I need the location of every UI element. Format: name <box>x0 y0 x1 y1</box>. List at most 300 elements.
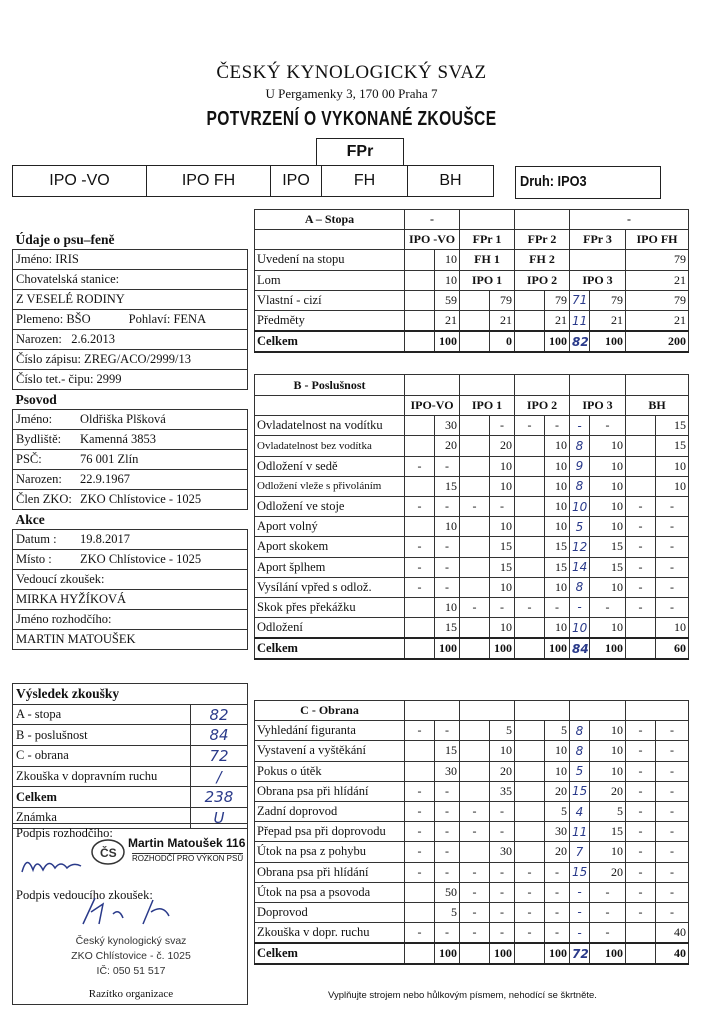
score-cell: - <box>460 923 490 944</box>
score-cell: 15 <box>570 781 590 801</box>
score-cell: - <box>656 537 689 557</box>
score-cell: 15 <box>590 822 626 842</box>
score-row <box>255 781 689 801</box>
score-row-label: Obrana psa při hlídání <box>255 781 405 801</box>
score-row <box>255 721 689 741</box>
score-cell <box>405 476 435 496</box>
exam-type-ipo-vo: IPO -VO <box>13 166 147 197</box>
score-cell <box>515 577 545 597</box>
score-cell: 9 <box>570 456 590 476</box>
score-row-label: Vystavení a vyštěkání <box>255 741 405 761</box>
score-cell: 15 <box>435 476 460 496</box>
score-cell: - <box>545 862 570 882</box>
stopa-table: A – Stopa - - IPO -VO FPr 1 FPr 2 FPr 3 IPO FH Uvedení na stopu 10 FH 1 FH 2 79 Lom 10 IPO 1 IPO 2 IPO 3 21 Vlastní - cizí 59 79 79 71 79 79 Předměty 21 21 21 11 21 21 Celkem 100 0 100 82 100 200 <box>254 209 689 353</box>
score-cell: 5 <box>570 517 590 537</box>
org-address: U Pergamenky 3, 170 00 Praha 7 <box>265 86 438 101</box>
score-cell: - <box>405 801 435 821</box>
score-cell: 5 <box>545 801 570 821</box>
signature-box <box>12 823 248 1005</box>
score-cell <box>405 618 435 639</box>
score-row <box>255 923 689 944</box>
score-cell: 8 <box>570 436 590 456</box>
score-row-label: Skok přes překážku <box>255 597 405 617</box>
obrana-table <box>254 700 689 965</box>
score-row <box>255 618 689 639</box>
score-row-label: Odložení ve stoje <box>255 496 405 516</box>
score-cell <box>405 416 435 436</box>
score-cell: - <box>590 597 626 617</box>
score-cell: - <box>656 741 689 761</box>
score-cell <box>405 741 435 761</box>
exam-kind: Druh: IPO3 <box>515 166 661 199</box>
score-cell: - <box>656 862 689 882</box>
score-cell: 10 <box>590 436 626 456</box>
score-cell: 10 <box>545 761 570 781</box>
score-cell: 5 <box>490 721 515 741</box>
score-cell: 10 <box>545 577 570 597</box>
score-cell: - <box>435 801 460 821</box>
score-row-label: Pokus o útěk <box>255 761 405 781</box>
score-cell: - <box>460 801 490 821</box>
score-cell: 100 <box>490 943 515 964</box>
handler-psc: PSČ: 76 001 Zlín <box>13 450 248 470</box>
score-cell: - <box>515 923 545 944</box>
score-cell <box>460 476 490 496</box>
score-row-label: Přepad psa při doprovodu <box>255 822 405 842</box>
score-cell: 10 <box>590 761 626 781</box>
score-cell <box>515 456 545 476</box>
score-cell: 50 <box>435 882 460 902</box>
score-cell <box>626 638 656 659</box>
score-cell: - <box>626 781 656 801</box>
leader-signature-icon <box>73 894 183 930</box>
score-cell: - <box>405 557 435 577</box>
score-cell: - <box>656 496 689 516</box>
score-cell: - <box>435 822 460 842</box>
score-cell: 10 <box>590 476 626 496</box>
score-cell: - <box>490 902 515 922</box>
score-cell <box>460 577 490 597</box>
result-label: Známka <box>13 808 191 829</box>
obrana-title: C - Obrana <box>255 701 405 721</box>
score-cell: - <box>570 923 590 944</box>
score-cell <box>515 781 545 801</box>
score-cell: - <box>626 882 656 902</box>
score-row <box>255 902 689 922</box>
score-cell: - <box>656 882 689 902</box>
score-cell <box>515 842 545 862</box>
score-cell: 10 <box>545 476 570 496</box>
score-cell: - <box>590 923 626 944</box>
event-judge-label: Jméno rozhodčího: <box>13 610 248 630</box>
org-stamp-label: Razítko organizace <box>88 988 174 1000</box>
result-label: C - obrana <box>13 746 191 767</box>
score-cell: 20 <box>545 842 570 862</box>
score-cell: 10 <box>590 577 626 597</box>
score-cell: 10 <box>656 476 689 496</box>
stamp-sub: ROZHODČÍ PRO VÝKON PSŮ <box>132 854 244 863</box>
score-cell: - <box>460 597 490 617</box>
handler-club: Člen ZKO: ZKO Chlístovice - 1025 <box>13 490 248 510</box>
score-cell <box>460 436 490 456</box>
handler-addr: Bydliště: Kamenná 3853 <box>13 430 248 450</box>
score-cell: - <box>490 923 515 944</box>
score-cell <box>460 618 490 639</box>
score-cell <box>515 537 545 557</box>
score-cell: 10 <box>490 577 515 597</box>
score-cell: 20 <box>590 862 626 882</box>
score-cell: 100 <box>545 943 570 964</box>
handler-born: Narozen: 22.9.1967 <box>13 470 248 490</box>
score-cell: - <box>515 416 545 436</box>
score-cell <box>626 456 656 476</box>
score-row <box>255 638 689 659</box>
handler-section: Psovod <box>15 391 57 407</box>
score-cell: - <box>626 597 656 617</box>
score-cell: - <box>656 721 689 741</box>
score-cell: - <box>490 822 515 842</box>
score-cell: 14 <box>570 557 590 577</box>
score-cell <box>626 923 656 944</box>
event-leader: MIRKA HYŽÍKOVÁ <box>13 590 248 610</box>
score-cell: 40 <box>656 943 689 964</box>
leader-signature-label: Podpis vedoucího zkoušek: <box>16 888 153 902</box>
score-row <box>255 943 689 964</box>
score-cell: - <box>460 862 490 882</box>
score-row-label: Aport skokem <box>255 537 405 557</box>
score-cell: - <box>570 597 590 617</box>
score-row <box>255 862 689 882</box>
score-cell: 10 <box>590 721 626 741</box>
score-cell: 100 <box>435 943 460 964</box>
score-cell: - <box>590 416 626 436</box>
score-cell: - <box>490 496 515 516</box>
score-row-label: Ovladatelnost na vodítku <box>255 416 405 436</box>
score-cell <box>515 801 545 821</box>
score-cell <box>626 943 656 964</box>
score-cell: - <box>626 862 656 882</box>
score-cell: - <box>626 822 656 842</box>
score-cell: - <box>626 721 656 741</box>
result-label: B - poslušnost <box>13 725 191 746</box>
score-cell: - <box>460 882 490 902</box>
result-label: A - stopa <box>13 704 191 725</box>
score-cell: 10 <box>545 517 570 537</box>
score-cell <box>460 842 490 862</box>
judge-signature-icon <box>17 850 87 880</box>
score-cell: 20 <box>490 761 515 781</box>
score-cell: 5 <box>435 902 460 922</box>
exam-type-ipo-fh: IPO FH <box>147 166 271 197</box>
score-cell: - <box>405 537 435 557</box>
score-row <box>255 557 689 577</box>
dog-born: Narozen: 2.6.2013 <box>13 330 248 350</box>
score-cell: 10 <box>435 597 460 617</box>
score-row <box>255 537 689 557</box>
score-cell: - <box>490 416 515 436</box>
score-cell: - <box>656 842 689 862</box>
score-cell <box>405 902 435 922</box>
score-cell: 7 <box>570 842 590 862</box>
dog-chip: Číslo tet.- čipu: 2999 <box>13 370 248 390</box>
score-cell: 100 <box>545 638 570 659</box>
score-cell: 8 <box>570 476 590 496</box>
score-cell: 10 <box>490 741 515 761</box>
event-date: Datum : 19.8.2017 <box>13 530 248 550</box>
score-row <box>255 517 689 537</box>
score-cell <box>460 456 490 476</box>
score-cell: 20 <box>435 436 460 456</box>
stamp-name: Martin Matoušek 116 <box>128 836 246 850</box>
score-cell: 20 <box>490 436 515 456</box>
score-cell <box>460 638 490 659</box>
result-value: U <box>191 808 248 829</box>
score-cell: 10 <box>545 741 570 761</box>
score-cell <box>515 761 545 781</box>
score-cell: 15 <box>490 557 515 577</box>
event-leader-label: Vedoucí zkoušek: <box>13 570 248 590</box>
score-cell: 5 <box>590 801 626 821</box>
score-cell: 30 <box>545 822 570 842</box>
score-cell: 72 <box>570 943 590 964</box>
score-cell: - <box>405 721 435 741</box>
result-label: Zkouška v dopravním ruchu <box>13 766 191 787</box>
score-cell: - <box>656 822 689 842</box>
dog-breed: Plemeno: BŠO Pohlaví: FENA <box>13 310 248 330</box>
score-cell: - <box>490 801 515 821</box>
score-cell: 40 <box>656 923 689 944</box>
score-row <box>255 801 689 821</box>
dog-info <box>12 230 248 650</box>
score-row <box>255 761 689 781</box>
exam-type-bh: BH <box>408 166 494 197</box>
score-cell: 5 <box>570 761 590 781</box>
score-row <box>255 416 689 436</box>
dog-reg: Číslo zápisu: ZREG/ACO/2999/13 <box>13 350 248 370</box>
score-cell: - <box>515 862 545 882</box>
score-row <box>255 436 689 456</box>
score-cell <box>460 537 490 557</box>
event-place: Místo : ZKO Chlístovice - 1025 <box>13 550 248 570</box>
score-row-label: Útok na psa a psovoda <box>255 882 405 902</box>
score-cell: 10 <box>570 496 590 516</box>
score-cell <box>405 943 435 964</box>
score-cell: - <box>515 597 545 617</box>
score-cell <box>405 436 435 456</box>
score-cell: - <box>435 537 460 557</box>
score-cell <box>626 476 656 496</box>
poslusnost-table: B - Poslušnost IPO-VO IPO 1 IPO 2 IPO 3 BH Ovladatelnost na vodítku 30 - - - - - 15 Ovladatelnost bez vodítka 20 20 10 8 10 15 Odložení v sedě - - 10 10 9 10 10 Odložení vleže s přivoláním 15 10 10 8 10 10 Odložení ve stoje - - - - 10 10 10 - - Aport volný 10 10 10 5 10 - - Aport skokem - - 15 15 12 15 - - Aport šplhem - - 15 15 14 15 - - Vysílání vpřed s odlož. - - 10 10 8 10 - - Skok přes překážku 10 - - - - - - - - Odložení 15 10 10 10 10 10 Celkem 100 100 100 84 100 60 <box>254 374 689 660</box>
score-cell: 5 <box>545 721 570 741</box>
score-cell: 10 <box>490 476 515 496</box>
score-cell <box>515 618 545 639</box>
score-cell: 20 <box>590 781 626 801</box>
score-cell: 10 <box>656 456 689 476</box>
score-row-label: Ovladatelnost bez vodítka <box>255 436 405 456</box>
score-cell: 30 <box>490 842 515 862</box>
score-cell: - <box>435 721 460 741</box>
score-cell: 10 <box>590 842 626 862</box>
score-row <box>255 882 689 902</box>
dog-section: Údaje o psu–feně <box>15 231 115 247</box>
score-cell: 100 <box>490 638 515 659</box>
score-row <box>255 476 689 496</box>
score-cell <box>460 761 490 781</box>
score-row-label: Aport volný <box>255 517 405 537</box>
score-cell: 10 <box>545 618 570 639</box>
score-cell: - <box>626 577 656 597</box>
score-cell: 10 <box>590 496 626 516</box>
score-cell <box>460 416 490 436</box>
handler-name: Jméno: Oldřiška Plšková <box>13 410 248 430</box>
score-row-label: Obrana psa při hlídání <box>255 862 405 882</box>
result-table <box>12 683 248 829</box>
score-cell: - <box>490 862 515 882</box>
dog-kennel-label: Chovatelská stanice: <box>13 270 248 290</box>
score-row-label: Celkem <box>255 943 405 964</box>
score-cell: - <box>626 902 656 922</box>
result-value: 82 <box>191 704 248 725</box>
score-cell: - <box>405 496 435 516</box>
score-cell: 30 <box>435 416 460 436</box>
score-cell: - <box>435 781 460 801</box>
score-cell: - <box>656 597 689 617</box>
score-row <box>255 597 689 617</box>
score-cell: 35 <box>490 781 515 801</box>
score-cell: - <box>626 537 656 557</box>
score-cell: - <box>405 456 435 476</box>
score-cell <box>460 517 490 537</box>
score-cell: 8 <box>570 577 590 597</box>
score-cell: 15 <box>590 557 626 577</box>
stopa-title: A – Stopa <box>255 210 405 230</box>
score-cell <box>405 517 435 537</box>
result-value: / <box>191 766 248 787</box>
score-cell: - <box>656 577 689 597</box>
result-value: 84 <box>191 725 248 746</box>
score-cell: 10 <box>570 618 590 639</box>
score-cell: - <box>626 557 656 577</box>
score-cell: 15 <box>545 557 570 577</box>
judge-stamp <box>88 834 246 870</box>
score-cell: - <box>405 862 435 882</box>
score-cell: - <box>570 902 590 922</box>
score-cell: 15 <box>656 436 689 456</box>
score-cell: - <box>515 902 545 922</box>
score-cell: 10 <box>656 618 689 639</box>
score-cell <box>626 618 656 639</box>
score-cell: - <box>435 577 460 597</box>
score-cell: - <box>656 517 689 537</box>
score-cell: - <box>626 761 656 781</box>
score-cell: - <box>460 902 490 922</box>
judge-signature-label: Podpis rozhodčího: <box>16 826 113 840</box>
score-cell: - <box>405 822 435 842</box>
score-cell: - <box>590 882 626 902</box>
score-row <box>255 741 689 761</box>
dog-name: Jméno: IRIS <box>13 250 248 270</box>
score-cell: 15 <box>435 618 460 639</box>
score-cell: 15 <box>490 537 515 557</box>
score-row-label: Celkem <box>255 638 405 659</box>
score-cell: 10 <box>490 618 515 639</box>
score-cell: - <box>626 842 656 862</box>
score-row <box>255 822 689 842</box>
score-cell: 30 <box>435 761 460 781</box>
score-cell: 15 <box>545 537 570 557</box>
score-cell <box>515 943 545 964</box>
org-stamp: Český kynologický svaz ZKO Chlístovice - č. 1025 IČ: 050 51 517 <box>71 935 191 977</box>
score-cell <box>515 517 545 537</box>
score-cell <box>460 557 490 577</box>
score-row-label: Odložení v sedě <box>255 456 405 476</box>
exam-type-fh: FH <box>322 166 408 197</box>
score-row-label: Zkouška v dopr. ruchu <box>255 923 405 944</box>
score-cell: - <box>490 882 515 902</box>
score-cell: 10 <box>435 517 460 537</box>
score-cell: 10 <box>590 456 626 476</box>
score-cell: - <box>626 496 656 516</box>
score-cell: - <box>545 416 570 436</box>
score-cell: 60 <box>656 638 689 659</box>
score-cell: - <box>570 882 590 902</box>
score-cell <box>405 882 435 902</box>
score-row-label: Doprovod <box>255 902 405 922</box>
result-value: 72 <box>191 746 248 767</box>
score-cell: 100 <box>435 638 460 659</box>
score-cell: - <box>545 597 570 617</box>
dog-kennel: Z VESELÉ RODINY <box>13 290 248 310</box>
score-cell: - <box>545 923 570 944</box>
org-name: ČESKÝ KYNOLOGICKÝ SVAZ <box>216 62 487 83</box>
score-cell: 10 <box>545 496 570 516</box>
result-value: 238 <box>191 787 248 808</box>
score-cell: 100 <box>590 943 626 964</box>
score-cell: 15 <box>590 537 626 557</box>
score-row <box>255 842 689 862</box>
score-cell: 15 <box>656 416 689 436</box>
score-cell: - <box>405 577 435 597</box>
score-cell: - <box>656 557 689 577</box>
score-cell: 10 <box>490 456 515 476</box>
score-cell <box>460 781 490 801</box>
event-section: Akce <box>15 511 45 527</box>
score-cell: - <box>590 902 626 922</box>
score-cell: - <box>656 761 689 781</box>
score-cell: 10 <box>545 436 570 456</box>
score-cell <box>460 721 490 741</box>
score-cell: 8 <box>570 741 590 761</box>
score-row-label: Vyhledání figuranta <box>255 721 405 741</box>
score-cell: - <box>656 801 689 821</box>
poslusnost-title: B - Poslušnost <box>255 375 405 396</box>
score-cell: 12 <box>570 537 590 557</box>
score-row-label: Odložení vleže s přivoláním <box>255 476 405 496</box>
exam-type-row <box>12 165 494 197</box>
score-cell: - <box>405 842 435 862</box>
score-cell: 100 <box>590 638 626 659</box>
score-cell: 15 <box>570 862 590 882</box>
score-cell: - <box>435 456 460 476</box>
score-cell <box>460 741 490 761</box>
score-cell <box>405 638 435 659</box>
score-cell <box>515 557 545 577</box>
score-row <box>255 577 689 597</box>
score-cell: 10 <box>590 517 626 537</box>
score-cell <box>515 496 545 516</box>
score-cell: - <box>626 801 656 821</box>
score-cell: 10 <box>545 456 570 476</box>
